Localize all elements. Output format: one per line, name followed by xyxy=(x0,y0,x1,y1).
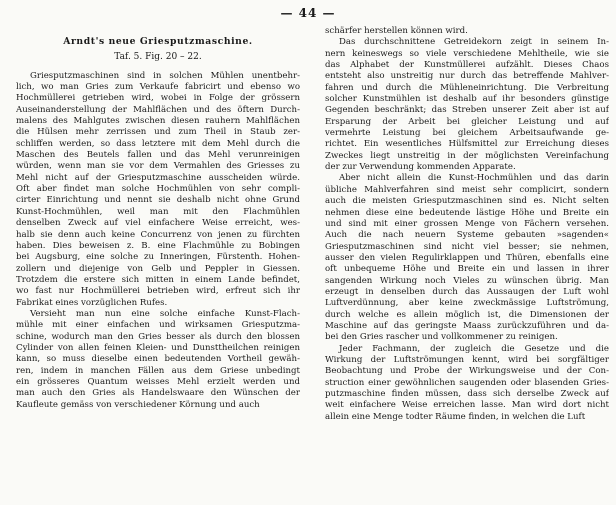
text-line: schine, wodurch man den Gries besser als durch den blossen xyxy=(16,331,300,342)
text-line: entsteht also unstreitig nur durch das betreffende Mahlver- xyxy=(325,71,609,82)
text-line: Kaufleute gemäss von verschiedener Körnung und auch xyxy=(16,399,260,410)
figure-reference: Taf. 5. Fig. 20 – 22. xyxy=(114,52,202,63)
text-line: ren, indem in manchen Fällen aus dem Griese unbedingt xyxy=(16,365,300,376)
text-line: Beobachtung und Probe der Wirkungsweise und der Con- xyxy=(325,366,609,377)
text-line: die Hülsen mehr zerrissen und zum Theil in Staub zer- xyxy=(16,127,300,138)
text-line: Zweckes liegt unstreitig in der möglichsten Vereinfachung xyxy=(325,150,609,161)
text-line: Wirkung der Luftströmungen kennt, wird bei sorgfältiger xyxy=(325,354,609,365)
text-line: und sind mit einer grossen Menge von Fächern versehen. xyxy=(325,218,609,229)
text-line: schärfer herstellen können wird. xyxy=(325,26,468,36)
page-number: — 44 — xyxy=(280,6,336,20)
text-line: wo fast nur Hochmüllerei betrieben wird, erfreut sich ihr xyxy=(16,286,300,297)
text-line: Versieht man nun eine solche einfache Kunst-Flach- xyxy=(30,308,300,319)
right-column-body xyxy=(325,26,609,423)
text-line: Kunst-Hochmühlen, weil man mit den Flachmühlen xyxy=(16,206,300,217)
paragraph xyxy=(325,26,609,37)
text-line: putzmaschine finden müssen, dass sich derselbe Zweck auf xyxy=(325,389,609,399)
text-line: Maschine auf das geringste Maass zurückzuführen und da- xyxy=(325,320,609,331)
text-line: Griesputzmaschinen sind in solchen Mühlen unentbehr- xyxy=(30,70,300,81)
text-line: übliche Mahlverfahren sind meist sehr complicirt, sondern xyxy=(325,184,609,195)
text-line: Trotzdem die erstere sich mitten in einem Lande befindet, xyxy=(16,274,300,285)
text-line: Griesputzmaschinen sind nicht viel besser; sie nehmen, xyxy=(325,241,609,252)
text-line: der zur Verwendung kommenden Apparate. xyxy=(325,162,516,173)
text-line: ein grösseres Quantum weisses Mehl erzielt werden und xyxy=(16,376,300,387)
text-line: solcher Kunstmühlen ist deshalb auf ihr besonders günstige xyxy=(325,94,609,105)
text-line: denselben Zweck auf viel einfachere Weise erreicht, wes- xyxy=(16,218,300,229)
text-line: Auch die nach neuern Systeme gebauten »sagenden« xyxy=(325,230,609,241)
paragraph xyxy=(16,71,300,309)
text-line: ausser den vielen Regulirklappen und Thüren, ebenfalls eine xyxy=(325,252,609,263)
text-line: oft unbequeme Höhe und Breite ein und lassen in ihrer xyxy=(325,264,609,275)
text-line: weit einfachere Weise erreichen lasse. Man wird dort nicht xyxy=(325,400,609,411)
text-line: erzeugt in denselben durch das Aussaugen der Luft wohl xyxy=(325,286,609,297)
right-column xyxy=(325,26,609,423)
text-line: Cylinder von allen feinen Kleien- und Dunsttheilchen reinigen xyxy=(16,342,300,353)
text-line: bei Augsburg, eine solche zu Inneringen, Fürstenth. Hohen- xyxy=(16,252,300,263)
text-line: cirter Einrichtung und nennt sie deshalb nicht ohne Grund xyxy=(16,195,300,206)
paragraph xyxy=(325,37,609,173)
text-line: bei den Gries rascher und vollkommener zu reinigen. xyxy=(325,332,558,343)
text-line: fahren und durch die Mühleneinrichtung. Die Verbreitung xyxy=(325,82,609,93)
text-line: richtet. Ein wesentliches Hülfsmittel zur Erreichung dieses xyxy=(325,139,609,150)
article-title: Arndt's neue Griesputzmaschine. xyxy=(63,36,253,47)
text-line: Luftverdünnung, aber keine zweckmässige Luftströmung, xyxy=(325,298,609,309)
text-line: lich, wo man Gries zum Verkaufe fabricirt und ebenso wo xyxy=(16,82,300,93)
text-line: Auseinanderstellung der Mahlflächen und des öftern Durch- xyxy=(16,104,300,115)
text-line: mühle mit einer einfachen und wirksamen Griesputzma- xyxy=(16,320,300,331)
text-line: durch welche es allein möglich ist, die Dimensionen der xyxy=(325,309,609,320)
text-line: Mehl nicht auf der Griesputzmaschine ausscheiden würde. xyxy=(16,172,300,183)
paragraph xyxy=(16,309,300,411)
text-line: das Alphabet der Kunstmüllerei aufzählt. Dieses Chaos xyxy=(325,60,609,71)
text-line: Gegenden beschränkt; das Streben unserer Zeit aber ist auf xyxy=(325,105,609,116)
text-line: Jeder Fachmann, der zugleich die Gesetze und die xyxy=(339,343,609,354)
text-line: man auch den Gries als Handelswaare den Wünschen der xyxy=(16,388,300,399)
text-line: Das durchschnittene Getreidekorn zeigt in seinem In- xyxy=(339,37,609,48)
text-line: allein eine Menge todter Räume finden, in welchen die Luft xyxy=(325,411,586,422)
text-line: haben. Dies beweisen z. B. eine Flachmühle zu Bobingen xyxy=(16,240,300,251)
text-line: malens des Mahlgutes zwischen diesen rauhern Mahlflächen xyxy=(16,116,300,127)
left-column-body xyxy=(16,71,300,411)
text-line: schliffen werden, so dass letztere mit dem Mehl durch die xyxy=(16,138,300,149)
text-line: halb sie denn auch keine Concurrenz von jenen zu fürchten xyxy=(16,229,300,240)
text-line: zollern und diejenige von Gelb und Peppler in Giessen. xyxy=(16,263,300,274)
paragraph xyxy=(325,173,609,343)
text-line: sangenden Wirkung noch Vieles zu wünschen übrig. Man xyxy=(325,275,609,286)
left-column xyxy=(16,30,300,411)
text-line: nehmen diese eine bedeutende lästige Höhe und Breite ein xyxy=(325,207,609,218)
paragraph xyxy=(325,344,609,423)
text-line: würden, wenn man sie vor dem Vermahlen des Griesses zu xyxy=(16,161,300,172)
text-line: vermehrte Leistung bei gleichem Arbeitsaufwande ge- xyxy=(325,128,609,139)
text-line: Oft aber findet man solche Hochmühlen von sehr compli- xyxy=(16,184,300,195)
text-line: kann, so muss dieselbe einen bedeutenden Vortheil gewäh- xyxy=(16,354,300,365)
text-line: nern keineswegs so viele verschiedene Mehltheile, wie sie xyxy=(325,48,609,59)
text-line: Fabrikat eines vorzüglichen Rufes. xyxy=(16,297,168,308)
text-line: Hochmüllerei getrieben wird, wobei in Folge der grössern xyxy=(16,93,300,104)
text-line: struction einer gewöhnlichen saugenden oder blasenden Gries- xyxy=(325,377,609,388)
text-line: Maschen des Beutels fallen und das Mehl verunreinigen xyxy=(16,150,300,161)
text-line: auch die meisten Griesputzmaschinen sind es. Nicht selten xyxy=(325,196,609,207)
text-line: Aber nicht allein die Kunst-Hochmühlen und das darin xyxy=(339,173,609,184)
text-line: Ersparung der Arbeit bei gleicher Leistung und auf xyxy=(325,116,609,127)
